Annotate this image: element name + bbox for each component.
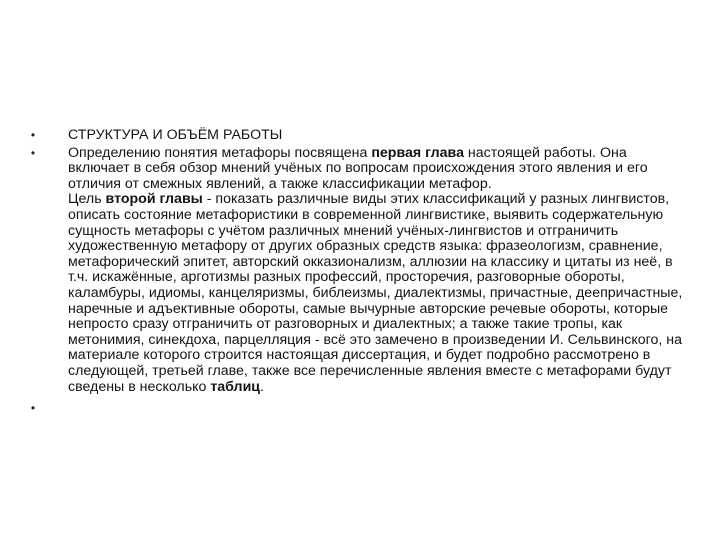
bullet-icon: • [30,401,36,416]
body-bold-first-chapter: первая глава [371,144,464,161]
bullet-item-body [28,146,688,396]
bullet-item-heading [28,128,688,144]
body-text-2: настоящей работы. Она включает в себя обзор мнений учёных по вопросам происхождения этого явления и его отличия от смежных явлений, а также классификации метафор. [68,144,648,192]
bullet-icon: • [30,145,36,160]
body-bold-second-chapter: второй главы [105,191,203,208]
body-text-3: Цель [68,191,106,208]
body-text-5: . [260,378,264,395]
body-text-4: - показать различные виды этих классификаций у разных лингвистов, описать состояние метафористики в современной лингвистике, выявить содержательную сущность метафоры с учётом различных мнений учёных-лингвистов и отграничить художественную метафору от других образных средств языка: фразеологизм, сравнение, метафорический эпитет, авторский окказионализм, аллюзии на классику и цитаты из неё, в т.ч. искажённые, арготизмы разных профессий, просторечия, разговорные обороты, каламбуры, идиомы, канцеляризмы, библеизмы, диалектизмы, причастные, деепричастные, наречные и адъективные обороты, самые вычурные авторские речевые обороты, которые непросто сразу отграничить от разговорных и диалектных; а также такие тропы, как метонимия, синекдоха, парцелляция - всё это замечено в произведении И. Сельвинского, на материале которого строится настоящая диссертация, и будет подробно рассмотрено в следующей, третьей главе, также все перечисленные явления вместе с метафорами будут сведены в несколько [68,191,683,395]
bullet-icon: • [30,128,36,142]
bullet-item-empty [28,401,688,417]
body-paragraph [68,146,688,396]
body-text-1: Определению понятия метафоры посвящена [68,144,372,161]
section-heading: СТРУКТУРА И ОБЪЁМ РАБОТЫ [68,127,283,143]
bullet-list [28,128,688,419]
body-bold-tables: таблиц [210,378,261,395]
